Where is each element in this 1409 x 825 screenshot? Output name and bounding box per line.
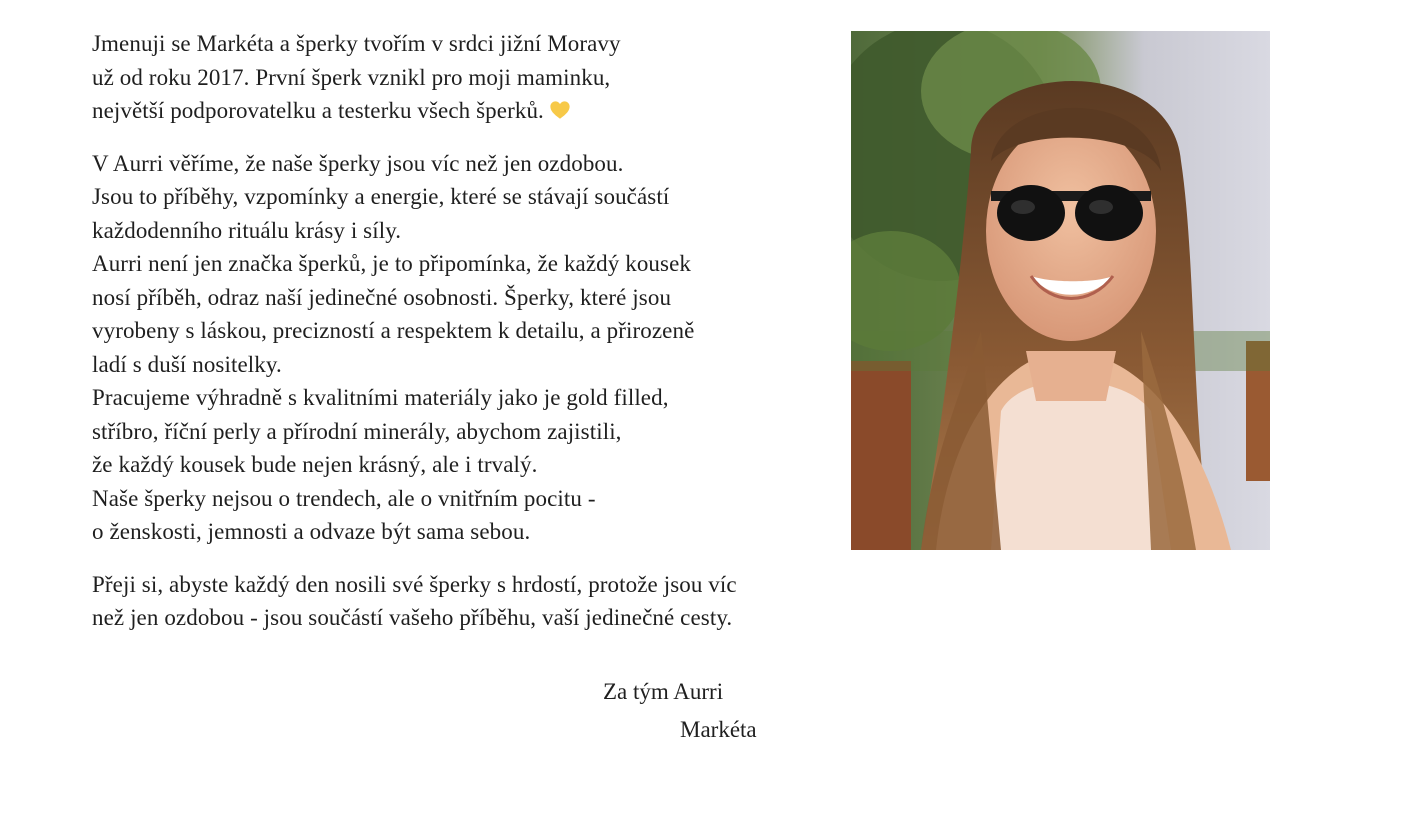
body-line: Aurri není jen značka šperků, je to připomínka, že každý kousek bbox=[92, 251, 691, 276]
closing-paragraph bbox=[92, 568, 812, 635]
body-line: nosí příběh, odraz naší jedinečné osobnosti. Šperky, které jsou bbox=[92, 284, 672, 310]
signature-team: Za tým Aurri bbox=[603, 679, 724, 704]
closing-line: Přeji si, abyste každý den nosili své šperky s hrdostí, protože jsou víc bbox=[92, 571, 737, 597]
body-line: stříbro, říční perly a přírodní minerály, abychom zajistili, bbox=[92, 418, 622, 444]
body-line: Pracujeme výhradně s kvalitními materiály jako je gold filled, bbox=[92, 385, 669, 410]
yellow-heart-icon bbox=[549, 97, 571, 119]
body-line: že každý kousek bude nejen krásný, ale i trvalý. bbox=[92, 452, 538, 477]
body-line: každodenního rituálu krásy i síly. bbox=[92, 217, 402, 243]
body-line: Naše šperky nejsou o trendech, ale o vnitřním pocitu - bbox=[92, 485, 596, 511]
about-text bbox=[92, 27, 812, 635]
portrait-photo bbox=[851, 31, 1270, 550]
intro-line: už od roku 2017. První šperk vznikl pro moji maminku, bbox=[92, 64, 611, 90]
body-paragraph bbox=[92, 147, 812, 549]
intro-line: největší podporovatelku a testerku všech šperků. bbox=[92, 94, 812, 128]
intro-paragraph bbox=[92, 27, 812, 128]
signature-name: Markéta bbox=[680, 717, 757, 742]
body-line: vyrobeny s láskou, precizností a respektem k detailu, a přirozeně bbox=[92, 318, 695, 343]
body-line: ladí s duší nositelky. bbox=[92, 351, 282, 377]
body-line: V Aurri věříme, že naše šperky jsou víc než jen ozdobou. bbox=[92, 150, 624, 176]
closing-line: než jen ozdobou - jsou součástí vašeho příběhu, vaší jedinečné cesty. bbox=[92, 605, 733, 630]
intro-line: Jmenuji se Markéta a šperky tvořím v srdci jižní Moravy bbox=[92, 31, 621, 56]
body-line: Jsou to příběhy, vzpomínky a energie, které se stávají součástí bbox=[92, 184, 670, 209]
body-line: o ženskosti, jemnosti a odvaze být sama sebou. bbox=[92, 519, 531, 544]
